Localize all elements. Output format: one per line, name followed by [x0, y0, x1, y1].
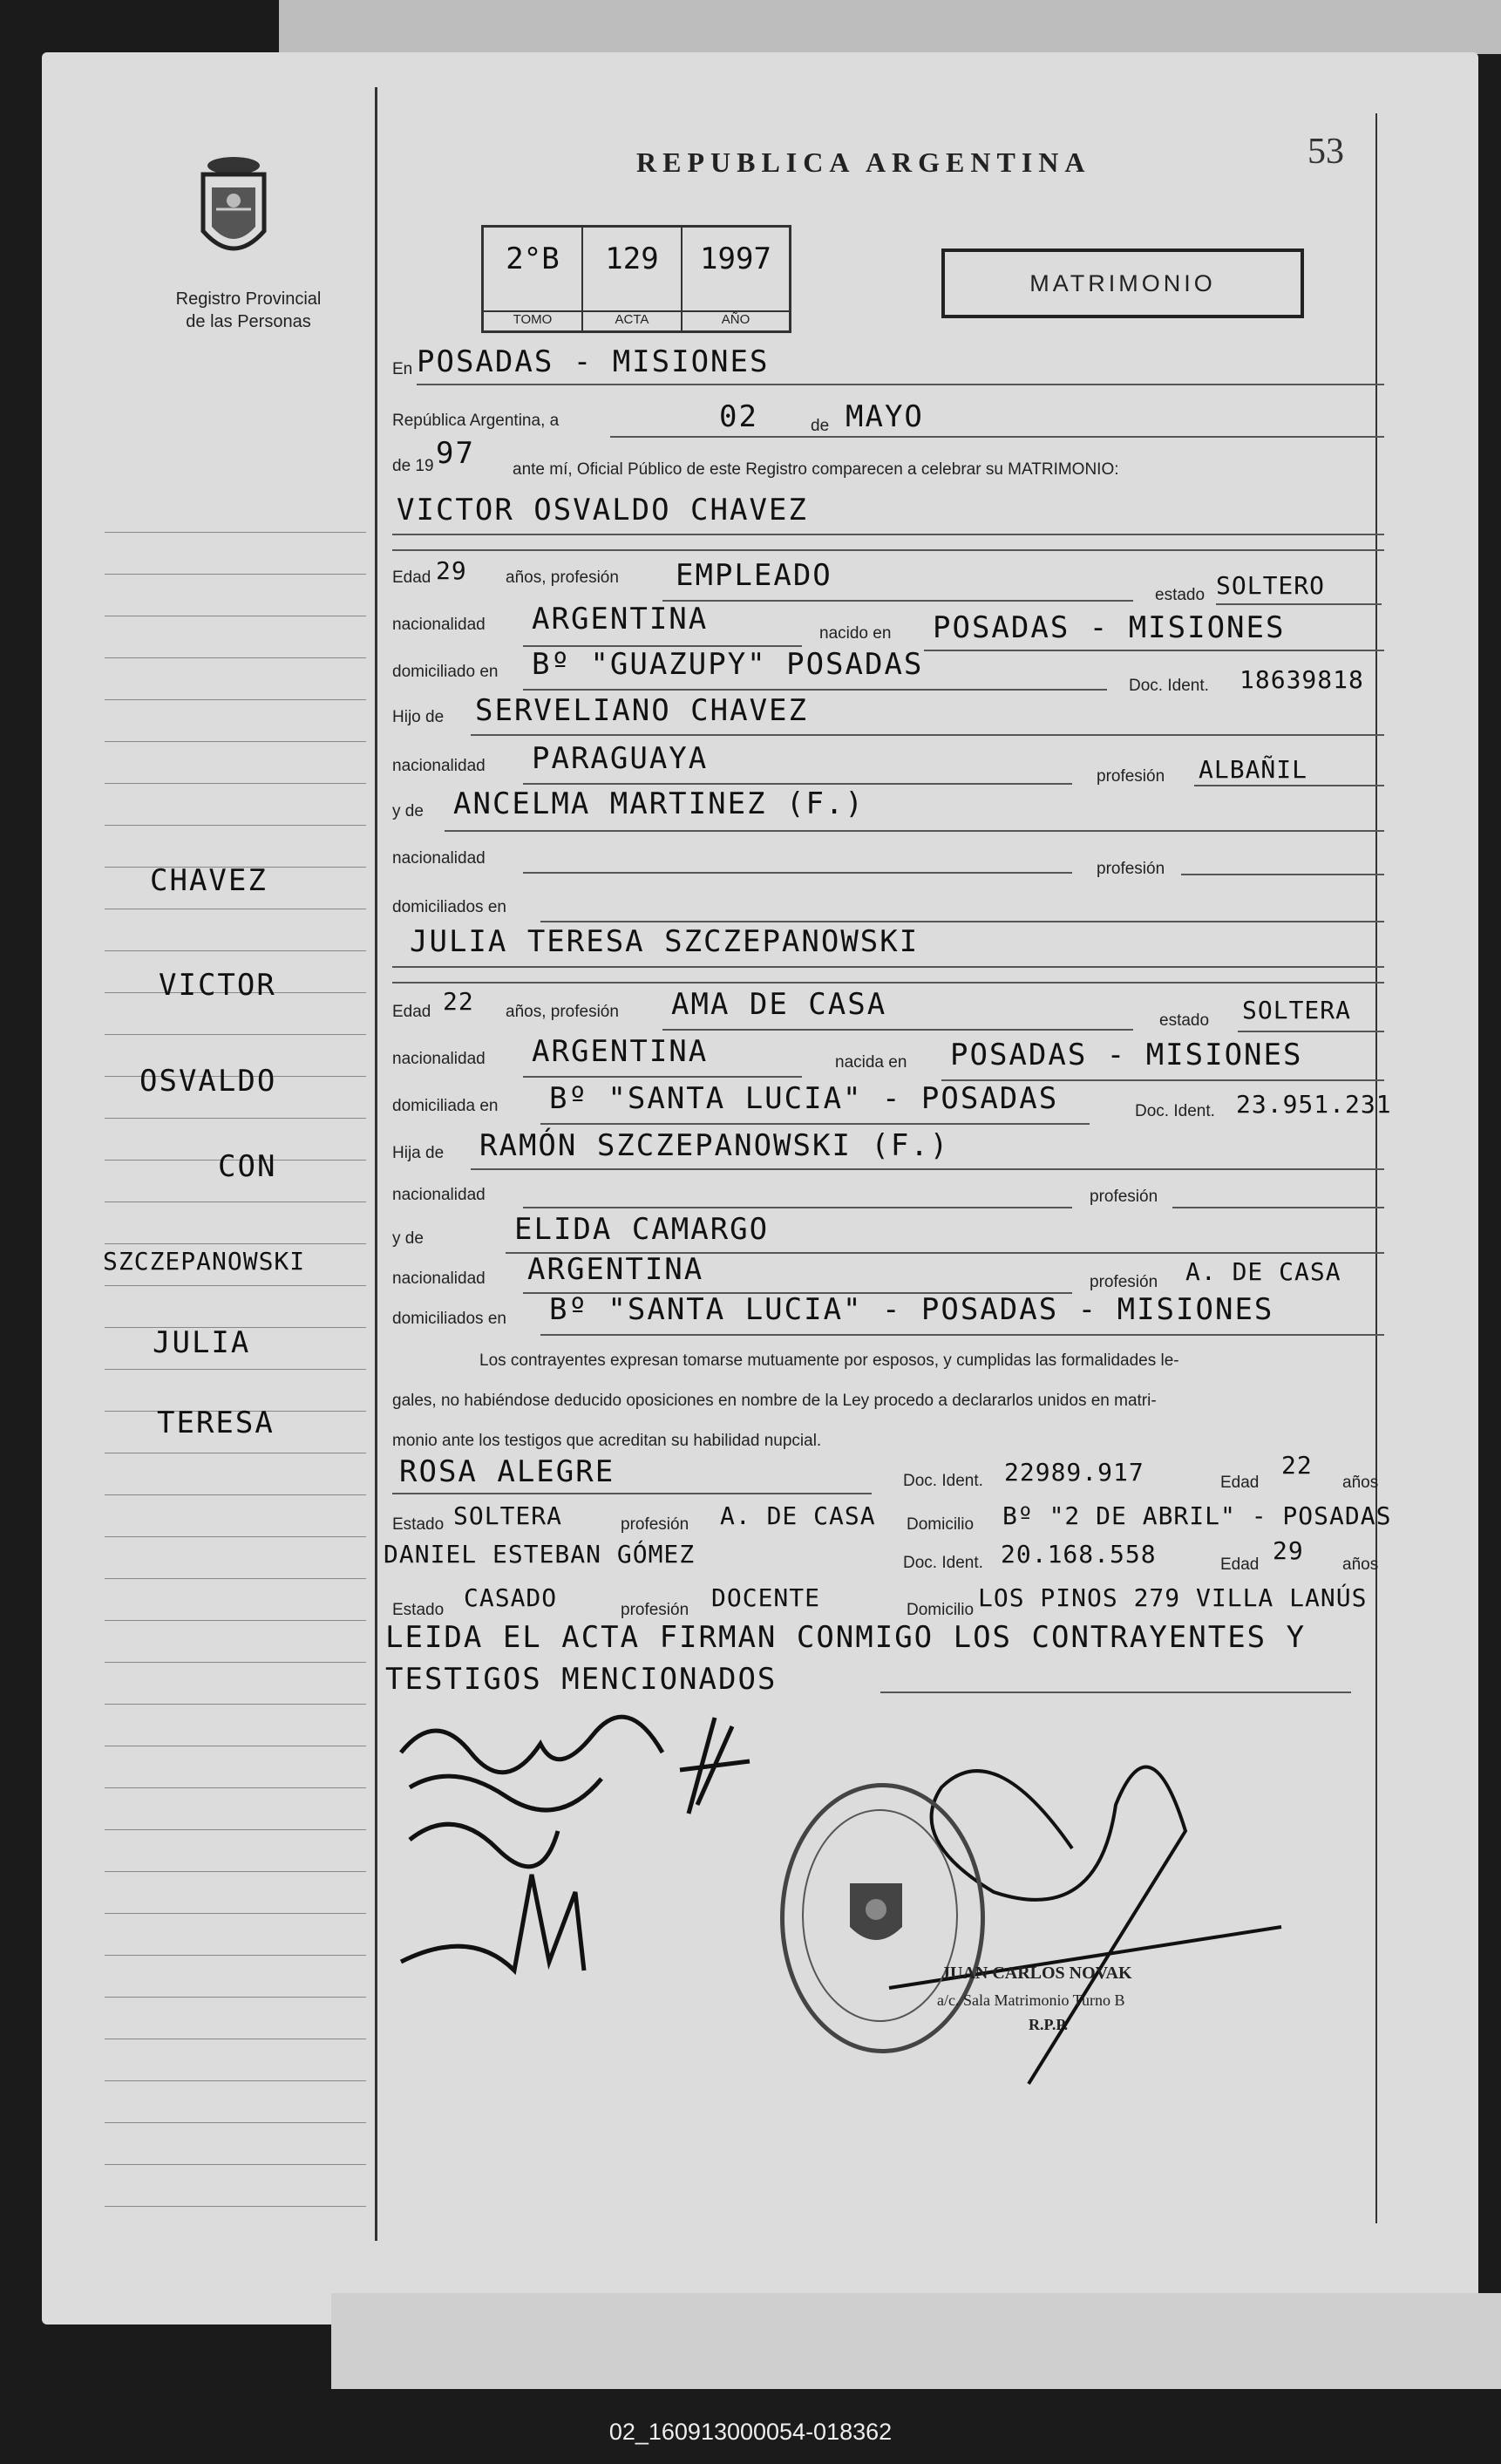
label-doc-ident-bride: Doc. Ident. — [1135, 1102, 1215, 1120]
margin-ruled-line — [105, 1034, 366, 1035]
margin-ruled-line — [105, 699, 366, 700]
tomo-cell — [484, 228, 583, 330]
record-type-box: MATRIMONIO — [941, 248, 1304, 318]
margin-ruled-line — [105, 1578, 366, 1579]
closing-line1: LEIDA EL ACTA FIRMAN CONMIGO LOS CONTRAYENTES Y — [385, 1620, 1307, 1655]
record-number-box — [481, 225, 791, 333]
label-profesion-w2: profesión — [621, 1601, 689, 1619]
label-edad: Edad — [392, 568, 431, 587]
official-title: a/c. Sala Matrimonio Turno B — [937, 1991, 1125, 2009]
acta-value: 129 — [605, 242, 659, 276]
margin-ruled-line — [105, 1118, 366, 1119]
margin-ruled-line — [105, 2164, 366, 2165]
witness1-address: Bº "2 DE ABRIL" - POSADAS — [1002, 1501, 1392, 1530]
groom-doc: 18639818 — [1240, 665, 1364, 694]
bride-age: 22 — [443, 987, 474, 1016]
label-domiciliada-en: domiciliada en — [392, 1097, 499, 1115]
label-en: En — [392, 360, 413, 378]
margin-ruled-line — [105, 1787, 366, 1788]
label-domiciliados-en-bride: domiciliados en — [392, 1310, 506, 1328]
margin-ruled-line — [105, 1704, 366, 1705]
label-nacionalidad-bride: nacionalidad — [392, 1050, 486, 1068]
groom-age: 29 — [436, 556, 467, 585]
label-nacido-en: nacido en — [819, 624, 892, 643]
witness1-name: ROSA ALEGRE — [399, 1454, 615, 1489]
witness1-age: 22 — [1281, 1451, 1313, 1480]
signature-witness1 — [410, 1824, 558, 1867]
margin-ruled-line — [105, 950, 366, 951]
legal-text-line2: gales, no habiéndose deducido oposiciones en nombre de la Ley procedo a declararlos unidos en matri- — [392, 1392, 1157, 1410]
coat-of-arms-icon — [190, 148, 277, 270]
margin-ruled-line — [105, 1494, 366, 1495]
closing-line2: TESTIGOS MENCIONADOS — [385, 1662, 778, 1697]
margin-ruled-line — [105, 1829, 366, 1830]
margin-ruled-line — [105, 1201, 366, 1202]
label-hijo-de: Hijo de — [392, 708, 445, 726]
margin-ruled-line — [105, 1536, 366, 1537]
legal-text — [392, 1341, 1386, 1461]
witness1-doc: 22989.917 — [1004, 1458, 1144, 1487]
margin-note-2: VICTOR — [159, 968, 276, 1003]
label-nacionalidad-bride-father: nacionalidad — [392, 1186, 486, 1204]
margin-ruled-line — [105, 532, 366, 533]
margin-ruled-line — [105, 1369, 366, 1370]
registry-label-line1: Registro Provincial — [175, 289, 322, 309]
acta-label: ACTA — [583, 310, 681, 327]
margin-ruled-line — [105, 2080, 366, 2081]
binding-bottom-strip — [331, 2293, 1501, 2389]
signature-witness2 — [401, 1875, 584, 1971]
margin-ruled-line — [105, 783, 366, 784]
groom-father-profession: ALBAÑIL — [1199, 755, 1308, 784]
label-doc-ident-w1: Doc. Ident. — [903, 1472, 983, 1490]
label-oficial: ante mí, Oficial Público de este Registro comparecen a celebrar su MATRIMONIO: — [513, 460, 1119, 479]
margin-ruled-line — [105, 825, 366, 826]
label-y-de: y de — [392, 802, 424, 820]
groom-birthplace: POSADAS - MISIONES — [933, 610, 1286, 645]
witness2-profession: DOCENTE — [711, 1583, 821, 1612]
margin-ruled-line — [105, 2206, 366, 2207]
margin-ruled-line — [105, 1997, 366, 1998]
margin-ruled-line — [105, 1913, 366, 1914]
acta-cell — [583, 228, 683, 330]
margin-note-4: CON — [218, 1149, 277, 1184]
margin-note-3: OSVALDO — [139, 1064, 277, 1099]
bride-status: SOLTERA — [1242, 996, 1352, 1024]
groom-status: SOLTERO — [1216, 571, 1326, 600]
tomo-label: TOMO — [484, 310, 581, 327]
groom-address: Bº "GUAZUPY" POSADAS — [532, 647, 924, 682]
bride-mother-nationality: ARGENTINA — [527, 1252, 704, 1287]
groom-name: VICTOR OSVALDO CHAVEZ — [397, 493, 808, 528]
label-edad-w2: Edad — [1220, 1555, 1260, 1574]
label-estado-w2: Estado — [392, 1601, 445, 1619]
registry-label-line2: de las Personas — [186, 312, 311, 331]
label-profesion-w1: profesión — [621, 1515, 689, 1534]
witness2-status: CASADO — [464, 1583, 558, 1612]
label-nacionalidad-mother: nacionalidad — [392, 849, 486, 868]
official-name: JUAN CARLOS NOVAK — [941, 1964, 1132, 1983]
label-estado-w1: Estado — [392, 1515, 445, 1534]
margin-note-7: TERESA — [157, 1406, 275, 1440]
witness1-status: SOLTERA — [453, 1501, 563, 1530]
margin-ruled-line — [105, 1955, 366, 1956]
label-anos-profesion-bride: años, profesión — [506, 1003, 619, 1021]
label-domiciliado-en: domiciliado en — [392, 663, 499, 681]
bride-birthplace: POSADAS - MISIONES — [950, 1038, 1303, 1072]
legal-text-line1: Los contrayentes expresan tomarse mutuamente por esposos, y cumplidas las formalidades le- — [479, 1351, 1179, 1370]
month-value: MAYO — [846, 399, 924, 434]
label-nacionalidad-bride-mother: nacionalidad — [392, 1269, 486, 1288]
bride-mother-profession: A. DE CASA — [1185, 1257, 1341, 1286]
label-profesion-bride-mother: profesión — [1090, 1273, 1158, 1291]
image-footer-id: 02_160913000054-018362 — [608, 2419, 893, 2445]
signature-bride — [401, 1717, 662, 1810]
witness1-profession: A. DE CASA — [720, 1501, 876, 1530]
year-suffix-value: 97 — [436, 436, 475, 471]
label-edad-w1: Edad — [1220, 1474, 1260, 1492]
label-republica: República Argentina, a — [392, 412, 560, 430]
signature-groom — [680, 1718, 750, 1814]
label-estado: estado — [1155, 586, 1206, 604]
bride-address: Bº "SANTA LUCIA" - POSADAS — [549, 1081, 1059, 1116]
groom-mother: ANCELMA MARTINEZ (F.) — [453, 786, 865, 821]
groom-father-nationality: PARAGUAYA — [532, 741, 709, 776]
margin-ruled-line — [105, 657, 366, 658]
margin-note-5: SZCZEPANOWSKI — [103, 1247, 306, 1276]
label-nacionalidad: nacionalidad — [392, 616, 486, 634]
bride-mother: ELIDA CAMARGO — [514, 1212, 770, 1247]
label-hija-de: Hija de — [392, 1144, 445, 1162]
label-profesion-father: profesión — [1097, 767, 1165, 786]
margin-note-1: CHAVEZ — [150, 863, 268, 898]
tomo-value: 2°B — [506, 242, 560, 276]
label-doc-ident: Doc. Ident. — [1129, 677, 1209, 695]
margin-divider — [375, 87, 377, 2241]
label-anos-profesion: años, profesión — [506, 568, 619, 587]
margin-ruled-line — [105, 574, 366, 575]
margin-ruled-line — [105, 1662, 366, 1663]
label-domiciliados-en: domiciliados en — [392, 898, 506, 916]
label-profesion-bride-father: profesión — [1090, 1188, 1158, 1206]
label-anos-w2: años — [1342, 1555, 1379, 1574]
label-domicilio-w2: Domicilio — [907, 1601, 975, 1619]
witness2-name: DANIEL ESTEBAN GÓMEZ — [384, 1540, 696, 1569]
registry-label — [139, 288, 357, 333]
label-profesion-mother: profesión — [1097, 860, 1165, 878]
witness2-doc: 20.168.558 — [1001, 1540, 1157, 1569]
ano-label: AÑO — [683, 310, 789, 327]
page-header: REPUBLICA ARGENTINA — [636, 146, 1091, 178]
label-year-prefix: de 19 — [392, 457, 434, 475]
binding-top-strip — [279, 0, 1501, 54]
groom-nationality: ARGENTINA — [532, 602, 709, 636]
margin-ruled-line — [105, 1871, 366, 1872]
label-anos-w1: años — [1342, 1474, 1379, 1492]
margin-ruled-line — [105, 2122, 366, 2123]
label-edad-bride: Edad — [392, 1003, 431, 1021]
label-nacionalidad-father: nacionalidad — [392, 757, 486, 775]
bride-nationality: ARGENTINA — [532, 1034, 709, 1069]
official-org: R.P.P. — [1029, 2016, 1069, 2033]
margin-note-6: JULIA — [153, 1325, 251, 1360]
label-y-de-bride: y de — [392, 1229, 424, 1248]
bride-name: JULIA TERESA SZCZEPANOWSKI — [410, 924, 920, 959]
ano-cell — [683, 228, 789, 330]
bride-profession: AMA DE CASA — [671, 987, 887, 1022]
label-nacida-en: nacida en — [835, 1053, 907, 1072]
margin-ruled-line — [105, 1243, 366, 1244]
label-doc-ident-w2: Doc. Ident. — [903, 1554, 983, 1572]
witness2-address: LOS PINOS 279 VILLA LANÚS — [978, 1583, 1368, 1612]
bride-doc: 23.951.231 — [1236, 1090, 1392, 1119]
witness2-age: 29 — [1273, 1536, 1304, 1565]
day-value: 02 — [719, 399, 758, 434]
groom-profession: EMPLEADO — [676, 558, 832, 593]
ano-value: 1997 — [700, 242, 771, 276]
bride-parents-address: Bº "SANTA LUCIA" - POSADAS - MISIONES — [549, 1292, 1274, 1327]
bride-father: RAMÓN SZCZEPANOWSKI (F.) — [479, 1128, 950, 1163]
place-value: POSADAS - MISIONES — [417, 344, 770, 379]
legal-text-line3: monio ante los testigos que acreditan su habilidad nupcial. — [392, 1432, 822, 1450]
page-number: 53 — [1307, 132, 1344, 172]
label-de: de — [811, 417, 830, 435]
margin-ruled-line — [105, 1285, 366, 1286]
margin-ruled-line — [105, 741, 366, 742]
label-estado-bride: estado — [1159, 1011, 1210, 1030]
label-domicilio-w1: Domicilio — [907, 1515, 975, 1534]
margin-ruled-line — [105, 1620, 366, 1621]
stamp-emblem-icon — [841, 1875, 911, 1953]
groom-father: SERVELIANO CHAVEZ — [475, 693, 808, 728]
